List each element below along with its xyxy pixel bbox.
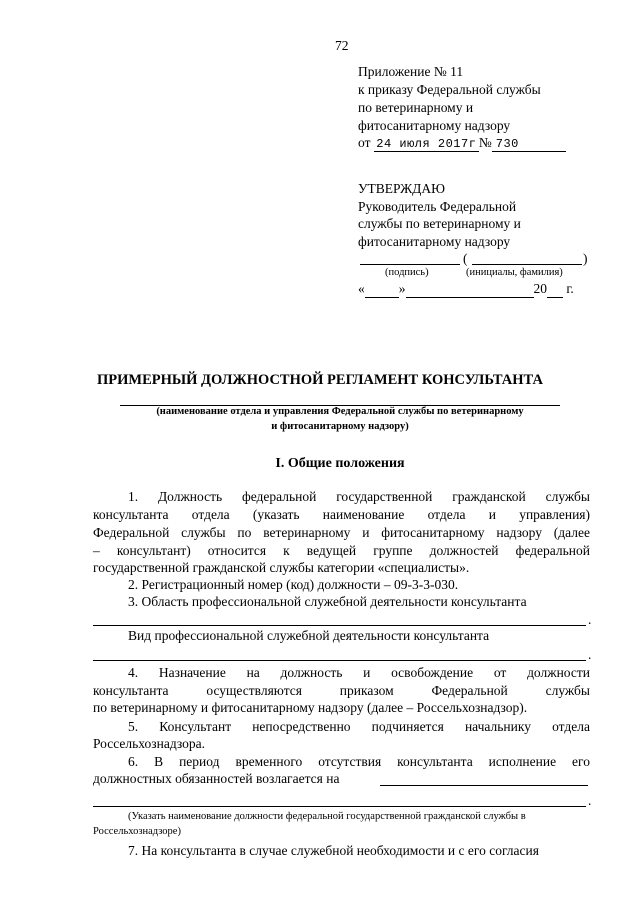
- paragraph-2: 2. Регистрационный номер (код) должности – 09-3-3-030.: [128, 577, 459, 592]
- order-date: 24 июля 2017г: [374, 137, 479, 152]
- appendix-date-line: [358, 135, 566, 152]
- paragraph-6-caption-1: (Указать наименование должности федеральной государственной гражданской службы в: [128, 811, 526, 822]
- paragraph-1-line-2: консультанта отдела (указать наименование отдела и управления): [93, 507, 590, 522]
- year-suffix: г.: [566, 281, 574, 296]
- signature-line: [360, 264, 460, 265]
- order-number: 730: [492, 137, 566, 152]
- period-3: .: [588, 793, 592, 808]
- open-paren: (: [463, 251, 468, 266]
- appendix-line-3: по ветеринарному и: [358, 100, 474, 115]
- paragraph-3b: Вид профессиональной служебной деятельности консультанта: [128, 628, 490, 643]
- appendix-line-1: Приложение № 11: [358, 64, 464, 79]
- paragraph-5-line-1: 5. Консультант непосредственно подчиняется начальнику отдела: [128, 719, 590, 734]
- number-mark: №: [478, 135, 492, 150]
- replacement-line-1: [380, 785, 588, 786]
- paragraph-6-caption-2: Россельхознадзоре): [93, 826, 181, 837]
- paragraph-1-line-1: 1. Должность федеральной государственной гражданской службы: [128, 489, 590, 504]
- paragraph-6-line-1: 6. В период временного отсутствия консультанта исполнение его: [128, 754, 590, 769]
- year-prefix: 20: [533, 281, 547, 296]
- paragraph-6-line-2: должностных обязанностей возлагается на: [93, 771, 340, 786]
- field-of-activity-line: [93, 625, 586, 626]
- initials-caption: (инициалы, фамилия): [466, 267, 563, 278]
- period-2: .: [588, 647, 592, 662]
- approve-title: УТВЕРЖДАЮ: [358, 181, 446, 196]
- paragraph-4-line-3: по ветеринарному и фитосанитарному надзору (далее – Россельхознадзор).: [93, 700, 528, 715]
- replacement-line-2: [93, 806, 586, 807]
- kind-of-activity-line: [93, 660, 586, 661]
- page-number: 72: [335, 38, 349, 53]
- paragraph-7: 7. На консультанта в случае служебной необходимости и с его согласия: [128, 843, 539, 858]
- close-paren: ): [583, 251, 588, 266]
- department-caption-2: и фитосанитарному надзору): [271, 421, 409, 432]
- appendix-line-4: фитосанитарному надзору: [358, 118, 511, 133]
- section-title: I. Общие положения: [275, 456, 405, 471]
- quote-close: »: [398, 281, 406, 296]
- paragraph-4-line-1: 4. Назначение на должность и освобождение от должности: [128, 665, 590, 680]
- approve-line-3: фитосанитарному надзору: [358, 234, 511, 249]
- period-1: .: [588, 612, 592, 627]
- paragraph-5-line-2: Россельхознадзора.: [93, 736, 205, 751]
- paragraph-3: 3. Область профессиональной служебной деятельности консультанта: [128, 594, 527, 609]
- paragraph-4-line-2: консультанта осуществляются приказом Федеральной службы: [93, 683, 590, 698]
- paragraph-1-line-3: Федеральной службы по ветеринарному и фитосанитарному надзору (далее: [93, 525, 590, 540]
- approve-line-2: службы по ветеринарному и: [358, 216, 521, 231]
- quote-open: «: [358, 281, 365, 296]
- approve-line-1: Руководитель Федеральной: [358, 199, 517, 214]
- paragraph-1-line-5: государственной гражданской службы категории «специалисты».: [93, 560, 470, 575]
- signature-caption: (подпись): [385, 267, 429, 278]
- approve-date-line: [358, 281, 574, 298]
- initials-line: [472, 264, 582, 265]
- document-title: ПРИМЕРНЫЙ ДОЛЖНОСТНОЙ РЕГЛАМЕНТ КОНСУЛЬТАНТА: [97, 372, 543, 388]
- department-caption-1: (наименование отдела и управления Федеральной службы по ветеринарному: [156, 406, 524, 417]
- paragraph-1-line-4: – консультант) относится к ведущей группе должностей федеральной: [93, 543, 590, 558]
- date-prefix: от: [358, 135, 371, 150]
- appendix-line-2: к приказу Федеральной службы: [358, 82, 541, 97]
